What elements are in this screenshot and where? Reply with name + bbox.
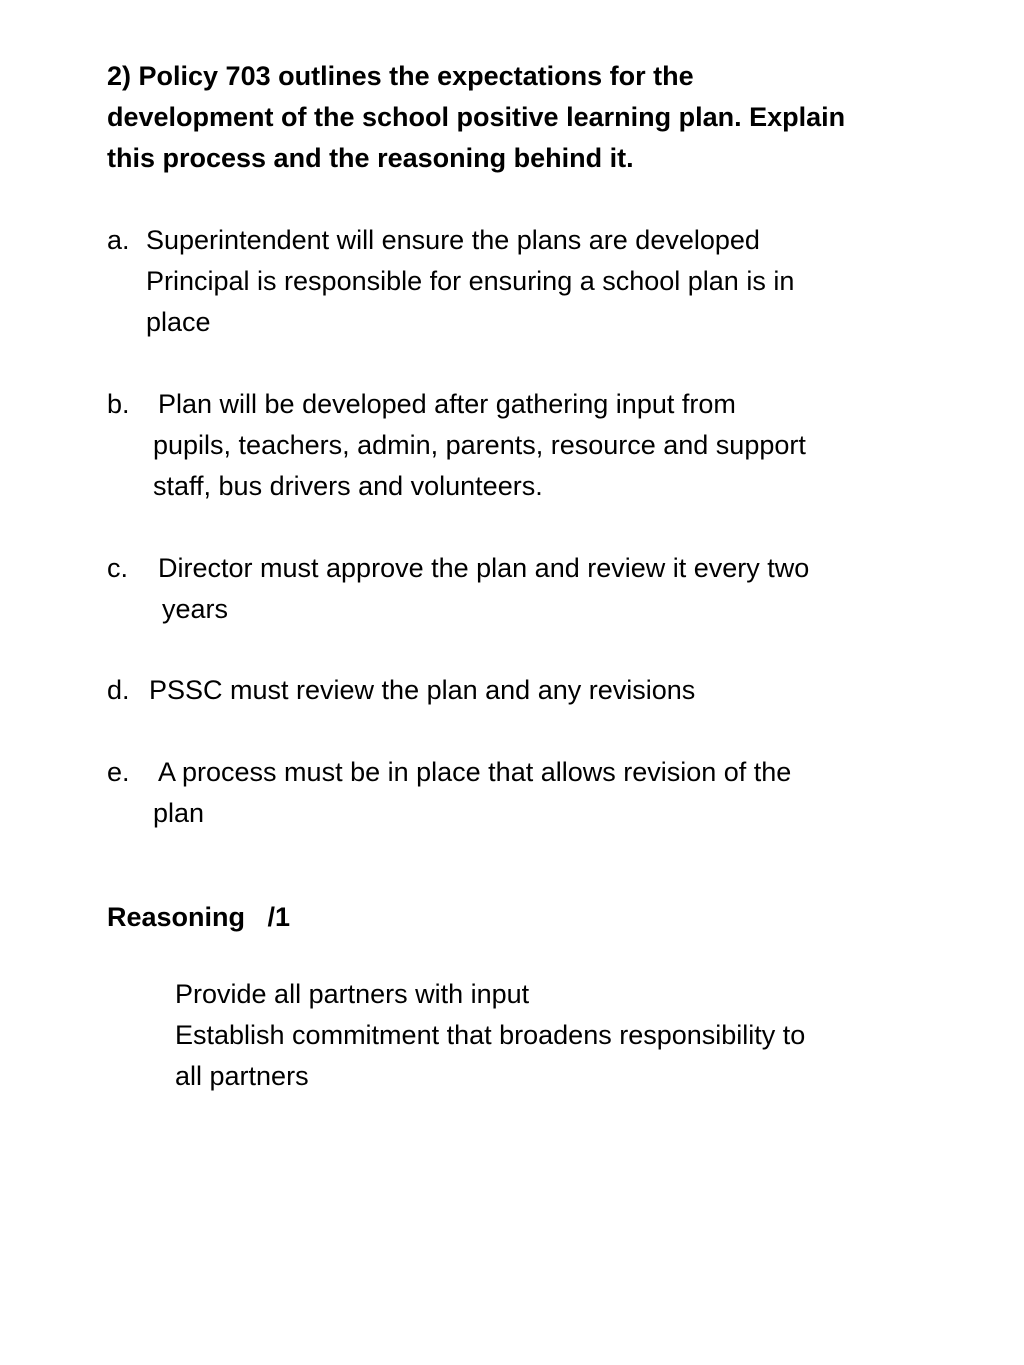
list-item-d [107, 670, 695, 711]
list-item-c [107, 548, 809, 630]
list-item-line: years [162, 594, 229, 624]
list-item-line: plan [153, 798, 205, 828]
list-item-a [107, 220, 794, 343]
list-item-text [158, 548, 809, 630]
list-item-text [153, 384, 806, 507]
question-line: development of the school positive learning plan. Explain [107, 102, 846, 132]
list-marker: d. [107, 675, 130, 705]
reasoning-line: Establish commitment that broadens responsibility to [175, 1020, 806, 1050]
list-item-line: staff, bus drivers and volunteers. [153, 471, 543, 501]
list-item-line: Plan will be developed after gathering input from [158, 389, 736, 419]
reasoning-line: all partners [175, 1061, 309, 1091]
list-item-e [107, 752, 791, 834]
list-item-b [107, 384, 806, 507]
reasoning-heading: Reasoning /1 [107, 902, 291, 932]
reasoning-body [175, 974, 805, 1097]
list-marker: b. [107, 389, 130, 419]
list-item-text [149, 670, 695, 711]
list-item-line: Superintendent will ensure the plans are developed [146, 225, 760, 255]
list-item-text [153, 752, 792, 834]
list-item-line: Director must approve the plan and review it every two [158, 553, 810, 583]
list-item-line: PSSC must review the plan and any revisions [149, 675, 696, 705]
reasoning-line: Provide all partners with input [175, 979, 530, 1009]
list-marker: e. [107, 757, 130, 787]
list-item-line: A process must be in place that allows revision of the [158, 757, 792, 787]
question-line: this process and the reasoning behind it. [107, 143, 634, 173]
list-marker: c. [107, 553, 129, 583]
list-item-line: pupils, teachers, admin, parents, resource and support [153, 430, 806, 460]
question-heading [107, 56, 937, 179]
list-marker: a. [107, 225, 130, 255]
list-item-line: Principal is responsible for ensuring a school plan is in [146, 266, 795, 296]
question-line: 2) Policy 703 outlines the expectations for the [107, 61, 694, 91]
list-item-line: place [146, 307, 211, 337]
list-item-text [146, 220, 794, 343]
